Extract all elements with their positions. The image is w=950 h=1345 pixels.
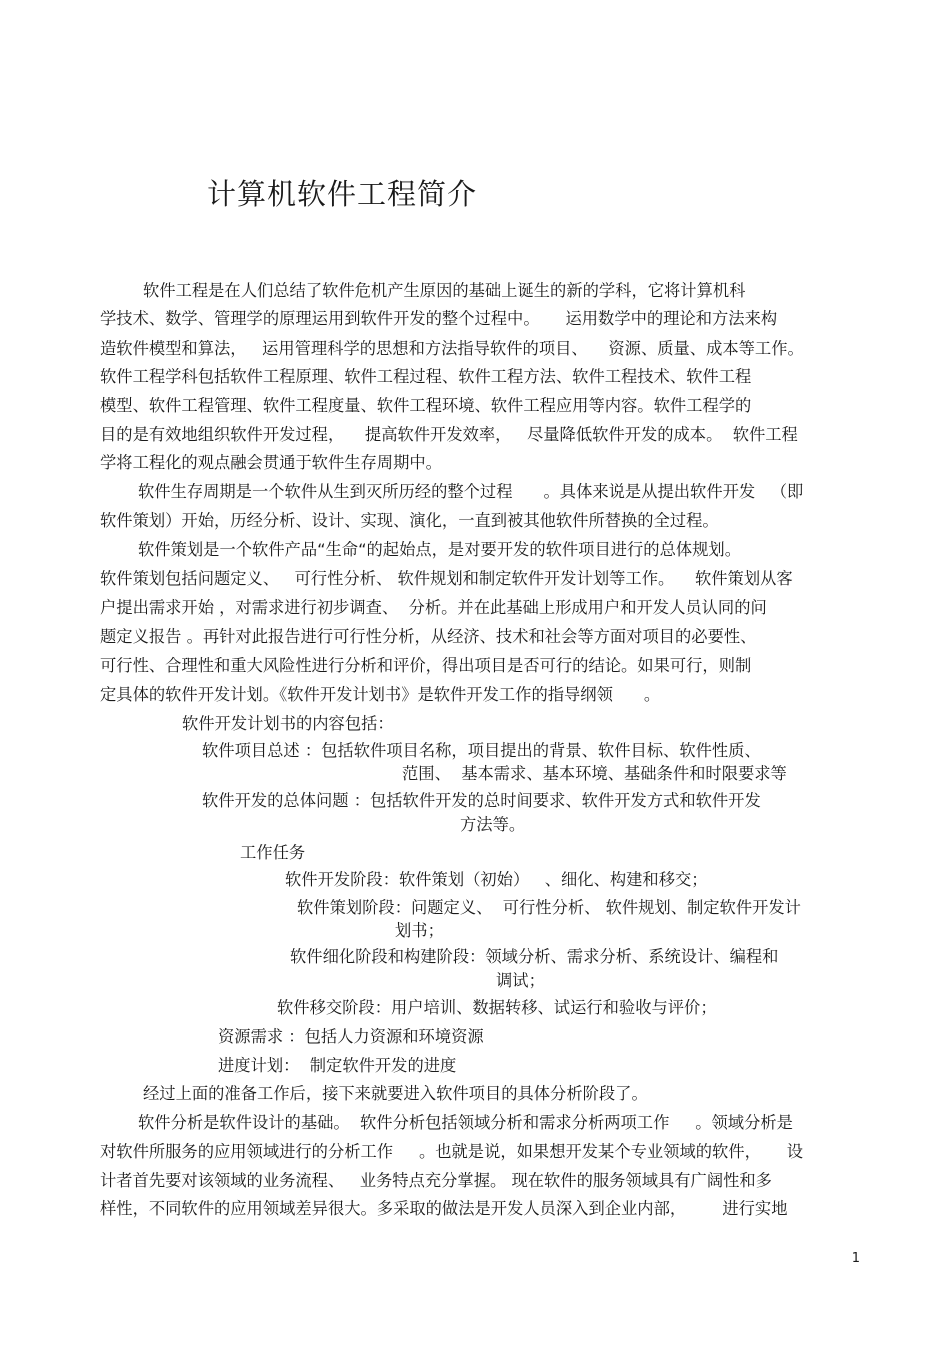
text-line: 软件策划包括问题定义、 可行性分析、 软件规划和制定软件开发计划等工作。 软件策划从客 — [100, 569, 793, 588]
text-line: 定具体的软件开发计划。《软件开发计划书》是软件开发工作的指导纲领 。 — [100, 685, 661, 704]
text-line: 工作任务 — [240, 843, 306, 862]
text-line: 软件工程是在人们总结了软件危机产生原因的基础上诞生的新的学科，它将计算机科 — [143, 281, 746, 300]
text-line: 软件开发计划书的内容包括： — [182, 714, 394, 733]
text-line: 学技术、数学、管理学的原理运用到软件开发的整个过程中。 运用数学中的理论和方法来构 — [100, 309, 778, 328]
text-line: 计者首先要对该领域的业务流程、 业务特点充分掌握。 现在软件的服务领域具有广阔性和多 — [100, 1171, 772, 1190]
text-line: 对软件所服务的应用领域进行的分析工作 。也就是说，如果想开发某个专业领域的软件， 设 — [100, 1142, 804, 1161]
text-line: 软件开发阶段：软件策划（初始） 、细化、构建和移交； — [285, 870, 708, 889]
text-line: 题定义报告 。再针对此报告进行可行性分析，从经济、技术和社会等方面对项目的必要性、 — [100, 627, 757, 646]
page-title: 计算机软件工程简介 — [207, 177, 478, 211]
text-line: 学将工程化的观点融会贯通于软件生存周期中。 — [100, 453, 442, 472]
text-line: 目的是有效地组织软件开发过程， 提高软件开发效率， 尽量降低软件开发的成本。 软件工程 — [100, 425, 798, 444]
text-line: 软件工程学科包括软件工程原理、软件工程过程、软件工程方法、软件工程技术、软件工程 — [100, 367, 752, 386]
text-line: 模型、软件工程管理、软件工程度量、软件工程环境、软件工程应用等内容。软件工程学的 — [100, 396, 752, 415]
text-line: 进度计划： 制定软件开发的进度 — [218, 1056, 457, 1075]
text-line: 资源需求 ：包括人力资源和环境资源 — [218, 1027, 484, 1046]
text-line: 软件策划阶段：问题定义、 可行性分析、 软件规划、制定软件开发计 — [297, 898, 801, 917]
text-line: 软件移交阶段：用户培训、数据转移、试运行和验收与评价； — [277, 998, 717, 1017]
text-line: 户提出需求开始 ，对需求进行初步调查、 分析。并在此基础上形成用户和开发人员认同的问 — [100, 598, 767, 617]
text-line: 软件项目总述 ：包括软件项目名称，项目提出的背景、软件目标、软件性质、 — [202, 741, 761, 760]
text-line: 造软件模型和算法， 运用管理科学的思想和方法指导软件的项目、 资源、质量、成本等工作。 — [100, 339, 804, 358]
page-number: 1 — [851, 1251, 860, 1266]
text-line: 调试； — [496, 971, 545, 990]
text-line: 可行性、合理性和重大风险性进行分析和评价，得出项目是否可行的结论。如果可行，则制 — [100, 656, 752, 675]
text-line: 样性，不同软件的应用领域差异很大。多采取的做法是开发人员深入到企业内部， 进行实地 — [100, 1199, 788, 1218]
text-line: 软件策划是一个软件产品“生命“的起始点，是对要开发的软件项目进行的总体规划。 — [138, 540, 741, 559]
text-line: 软件分析是软件设计的基础。 软件分析包括领域分析和需求分析两项工作 。领域分析是 — [138, 1113, 793, 1132]
text-line: 方法等。 — [460, 815, 526, 834]
text-line: 经过上面的准备工作后，接下来就要进入软件项目的具体分析阶段了。 — [143, 1084, 648, 1103]
text-line: 软件细化阶段和构建阶段：领域分析、需求分析、系统设计、编程和 — [290, 947, 779, 966]
text-line: 软件开发的总体问题 ：包括软件开发的总时间要求、软件开发方式和软件开发 — [202, 791, 761, 810]
text-line: 划书； — [395, 921, 444, 940]
text-line: 软件策划）开始，历经分析、设计、实现、演化，一直到被其他软件所替换的全过程。 — [100, 511, 719, 530]
text-line: 软件生存周期是一个软件从生到灭所历经的整个过程 。具体来说是从提出软件开发 （即 — [138, 482, 804, 501]
text-line: 范围、 基本需求、基本环境、基础条件和时限要求等 — [402, 764, 787, 783]
